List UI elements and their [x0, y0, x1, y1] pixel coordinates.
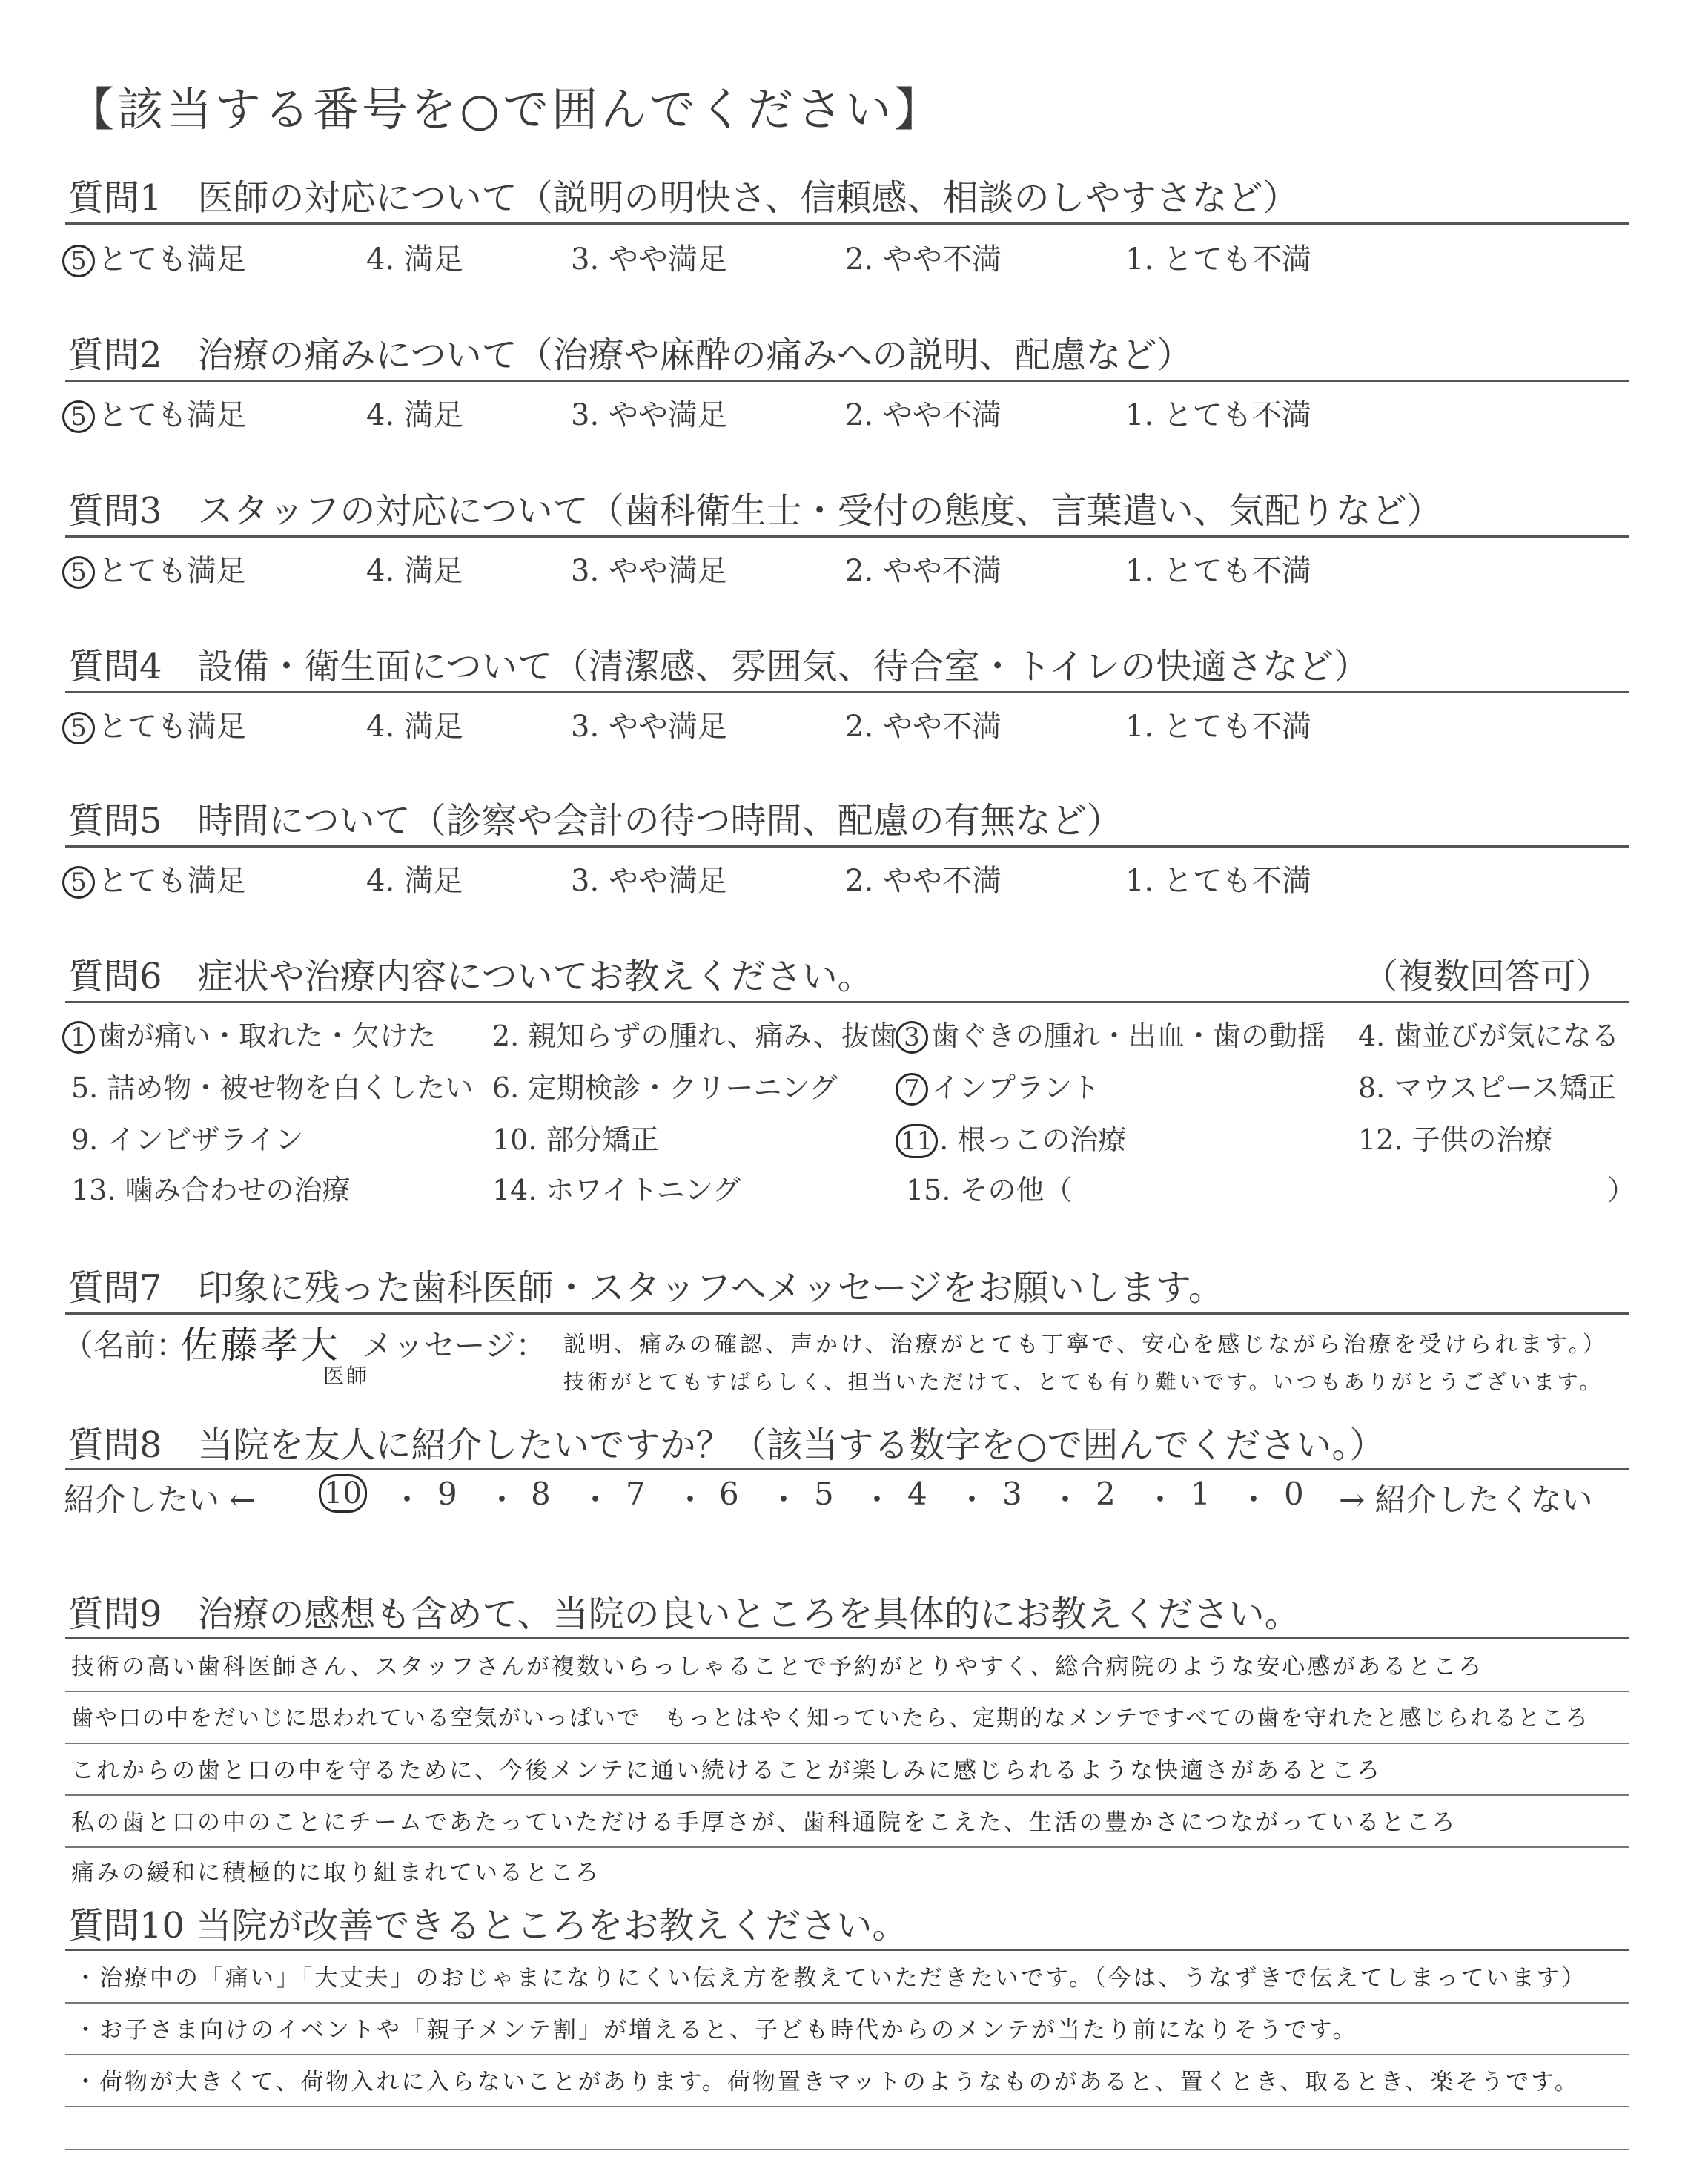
divider [65, 222, 1629, 225]
scale-dot: ・ [391, 1482, 423, 1518]
question-8-title: 質問8 当院を友人に紹介したいですか？（該当する数字を○で囲んでください。） [68, 1424, 1386, 1466]
scale-dot: ・ [861, 1482, 893, 1518]
divider [65, 1949, 1629, 1951]
q4-option-4: 4. 満足 [366, 710, 463, 744]
writing-line [65, 1846, 1629, 1848]
question-4-title: 質問4 設備・衛生面について（清潔感、雰囲気、待合室・トイレの快適さなど） [68, 646, 1370, 687]
q6-other-close: ） [1607, 1174, 1636, 1206]
scale-7: 7 [626, 1476, 646, 1512]
q6-item-12: 12. 子供の治療 [1358, 1123, 1553, 1156]
q9-line-1: 技術の高い歯科医師さん、スタッフさんが複数いらっしゃることで予約がとりやすく、総合病院のような安心感があるところ [71, 1654, 1484, 1680]
q5-option-3: 3. やや満足 [571, 864, 727, 898]
scale-5: 5 [814, 1476, 834, 1512]
q3-option-5: 5 とても満足 [62, 547, 246, 589]
circle-mark: 1 [62, 1021, 95, 1054]
recommend-left-label: 紹介したい ← [64, 1482, 256, 1518]
q1-option-4: 4. 満足 [366, 242, 463, 277]
q4-option-3: 3. やや満足 [571, 710, 727, 744]
scale-10 [319, 1474, 368, 1513]
circle-mark: 5 [62, 556, 95, 589]
divider [65, 691, 1629, 693]
question-1-title: 質問1 医師の対応について（説明の明快さ、信頼感、相談のしやすさなど） [68, 177, 1299, 219]
doctor-name: 佐藤孝大 [181, 1324, 341, 1367]
q10-line-2: ・お子さま向けのイベントや「親子メンテ割」が増えると、子ども時代からのメンテが当たり前になりそうです。 [74, 2017, 1358, 2044]
scale-dot: ・ [1145, 1482, 1176, 1518]
q3-option-3: 3. やや満足 [571, 554, 727, 588]
q6-item-4: 4. 歯並びが気になる [1358, 1020, 1620, 1052]
q6-item-3: 3 歯ぐきの腫れ・出血・歯の動揺 [896, 1013, 1325, 1054]
writing-line [65, 1794, 1629, 1796]
circle-mark: 5 [62, 400, 95, 433]
question-6-title: 質問6 症状や治療内容についてお教えください。 [68, 956, 873, 997]
q6-item-6: 6. 定期検診・クリーニング [492, 1071, 838, 1104]
q3-option-1: 1. とても不満 [1125, 554, 1311, 588]
question-9-title: 質問9 治療の感想も含めて、当院の良いところを具体的にお教えください。 [68, 1593, 1300, 1635]
scale-0: 0 [1284, 1476, 1304, 1512]
q4-option-2: 2. やや不満 [845, 710, 1002, 744]
scale-dot: ・ [1238, 1482, 1270, 1518]
question-10-title: 質問10 当院が改善できるところをお教えください。 [68, 1905, 908, 1946]
divider [65, 380, 1629, 382]
scale-6: 6 [719, 1476, 739, 1512]
circle-mark: 3 [896, 1021, 928, 1054]
q2-option-5: 5 とても満足 [62, 392, 246, 434]
q6-item-13: 13. 噛み合わせの治療 [71, 1174, 351, 1206]
doctor-title: 医師 [323, 1364, 370, 1388]
question-7-title: 質問7 印象に残った歯科医師・スタッフへメッセージをお願いします。 [68, 1267, 1224, 1309]
q6-item-8: 8. マウスピース矯正 [1358, 1071, 1616, 1104]
scale-dot: ・ [1050, 1482, 1082, 1518]
q6-item-1: 1 歯が痛い・取れた・欠けた [62, 1013, 436, 1054]
multiple-answers-note: （複数回答可） [1363, 956, 1612, 997]
q2-option-4: 4. 満足 [366, 398, 463, 432]
name-label: （名前： [62, 1327, 188, 1364]
q5-option-1: 1. とても不満 [1125, 864, 1311, 898]
divider [65, 1312, 1629, 1315]
scale-dot: ・ [486, 1482, 518, 1518]
q1-option-5: 5 とても満足 [62, 236, 246, 278]
scale-3: 3 [1002, 1476, 1022, 1512]
divider [65, 1001, 1629, 1003]
q3-option-2: 2. やや不満 [845, 554, 1002, 588]
q9-line-5: 痛みの緩和に積極的に取り組まれているところ [71, 1860, 600, 1886]
divider [65, 845, 1629, 848]
scale-2: 2 [1096, 1476, 1116, 1512]
circle-mark: 10 [319, 1474, 367, 1513]
scale-9: 9 [437, 1476, 457, 1512]
message-line-1: 説明、痛みの確認、声かけ、治療がとても丁寧で、安心を感じながら治療を受けられます。） [563, 1332, 1608, 1358]
q1-option-2: 2. やや不満 [845, 242, 1002, 277]
q6-item-9: 9. インビザライン [71, 1123, 304, 1156]
q4-option-1: 1. とても不満 [1125, 710, 1311, 744]
q10-line-1: ・治療中の「痛い」「大丈夫」のおじゃまになりにくい伝え方を教えていただきたいです。（今は、うなずきで伝えてしまっています） [74, 1965, 1587, 1992]
q1-option-3: 3. やや満足 [571, 242, 727, 277]
writing-line [65, 2002, 1629, 2004]
q5-option-5: 5 とても満足 [62, 857, 246, 899]
divider [65, 1637, 1629, 1639]
circle-mark: 5 [62, 866, 95, 899]
recommend-right-label: → 紹介したくない [1339, 1482, 1593, 1518]
scale-1: 1 [1191, 1476, 1211, 1512]
writing-line [65, 2054, 1629, 2055]
writing-line [65, 2106, 1629, 2107]
writing-line [65, 2149, 1629, 2150]
q10-line-3: ・荷物が大きくて、荷物入れに入らないことがあります。荷物置きマットのようなものがあると、置くとき、取るとき、楽そうです。 [74, 2069, 1580, 2095]
q6-item-11: 11 . 根っこの治療 [896, 1117, 1126, 1158]
q2-option-3: 3. やや満足 [571, 398, 727, 432]
divider [65, 1468, 1629, 1470]
q5-option-4: 4. 満足 [366, 864, 463, 898]
question-5-title: 質問5 時間について（診察や会計の待つ時間、配慮の有無など） [68, 800, 1122, 842]
circle-mark: 7 [896, 1073, 928, 1106]
scale-dot: ・ [768, 1482, 800, 1518]
q9-line-4: 私の歯と口の中のことにチームであたっていただける手厚さが、歯科通院をこえた、生活の豊かさにつながっているところ [71, 1809, 1457, 1836]
q6-item-15: 15. その他（ [906, 1174, 1073, 1206]
circle-mark: 5 [62, 712, 95, 744]
q5-option-2: 2. やや不満 [845, 864, 1002, 898]
divider [65, 535, 1629, 538]
q4-option-5: 5 とても満足 [62, 703, 246, 745]
q1-option-1: 1. とても不満 [1125, 242, 1311, 277]
message-line-2: 技術がとてもすばらしく、担当いただけて、とても有り難いです。いつもありがとうございます。 [563, 1370, 1603, 1394]
message-label: メッセージ： [362, 1327, 547, 1364]
page-heading: 【該当する番号を○で囲んでください】 [68, 82, 944, 136]
scale-4: 4 [907, 1476, 927, 1512]
q2-option-2: 2. やや不満 [845, 398, 1002, 432]
scale-dot: ・ [675, 1482, 706, 1518]
q6-item-7: 7 インプラント [896, 1065, 1100, 1106]
question-2-title: 質問2 治療の痛みについて（治療や麻酔の痛みへの説明、配慮など） [68, 334, 1193, 376]
circle-mark: 11 [896, 1124, 938, 1158]
scale-dot: ・ [956, 1482, 988, 1518]
writing-line [65, 1691, 1629, 1692]
q6-item-2: 2. 親知らずの腫れ、痛み、抜歯 [492, 1020, 898, 1052]
q2-option-1: 1. とても不満 [1125, 398, 1311, 432]
writing-line [65, 1743, 1629, 1744]
scale-dot: ・ [580, 1482, 612, 1518]
q6-item-14: 14. ホワイトニング [492, 1174, 741, 1206]
q9-line-2: 歯や口の中をだいじに思われている空気がいっぱいで もっとはやく知っていたら、定期的なメンテですべての歯を守れたと感じられるところ [71, 1705, 1589, 1731]
q6-item-10: 10. 部分矯正 [492, 1123, 659, 1156]
circle-mark: 5 [62, 245, 95, 277]
q3-option-4: 4. 満足 [366, 554, 463, 588]
q9-line-3: これからの歯と口の中を守るために、今後メンテに通い続けることが楽しみに感じられるような快適さがあるところ [71, 1757, 1382, 1784]
q6-item-5: 5. 詰め物・被せ物を白くしたい [71, 1071, 474, 1104]
scale-8: 8 [531, 1476, 551, 1512]
question-3-title: 質問3 スタッフの対応について（歯科衛生士・受付の態度、言葉遣い、気配りなど） [68, 490, 1443, 532]
